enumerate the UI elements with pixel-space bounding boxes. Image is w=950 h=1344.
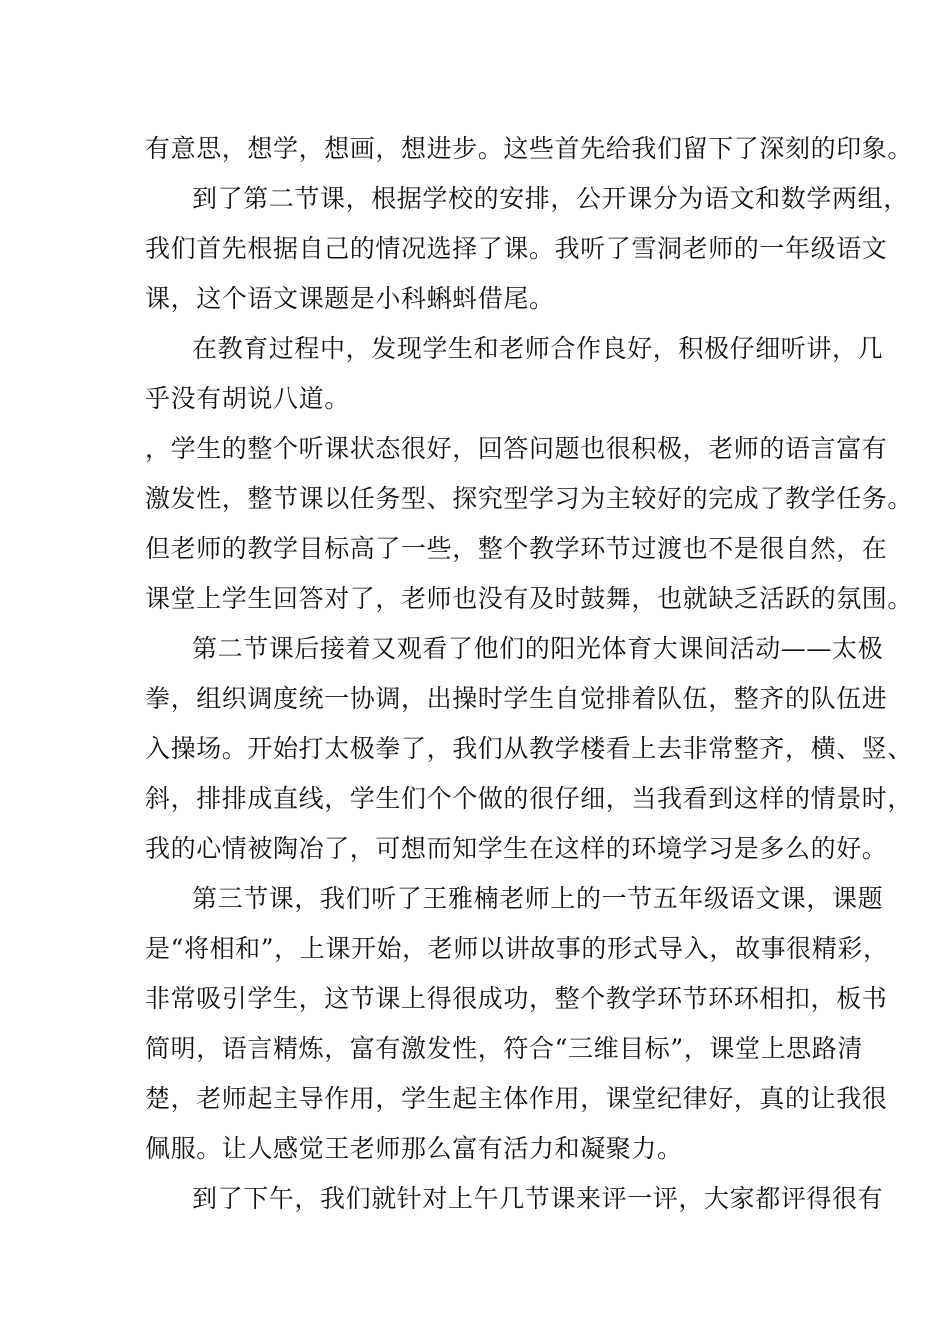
text-line: ，学生的整个听课状态很好，回答问题也很积极，老师的语言富有	[145, 434, 888, 463]
text-line: 有意思，想学，想画，想进步。这些首先给我们留下了深刻的印象。	[145, 134, 914, 163]
paragraph-line: 到了第二节课，根据学校的安排，公开课分为语文和数学两组，	[192, 184, 909, 213]
paragraph-line: 第三节课，我们听了王雅楠老师上的一节五年级语文课，课题	[192, 884, 884, 913]
text-line: 楚，老师起主导作用，学生起主体作用，课堂纪律好，真的让我很	[145, 1084, 888, 1113]
paragraph-line: 到了下午，我们就针对上午几节课来评一评，大家都评得很有	[192, 1184, 884, 1213]
text-line: 入操场。开始打太极拳了，我们从教学楼看上去非常整齐，横、竖、	[145, 734, 914, 763]
text-line: 非常吸引学生，这节课上得很成功，整个教学环节环环相扣，板书	[145, 984, 888, 1013]
text-line: 斜，排排成直线，学生们个个做的很仔细，当我看到这样的情景时，	[145, 784, 914, 813]
paragraph-line: 在教育过程中，发现学生和老师合作良好，积极仔细听讲，几	[192, 334, 884, 363]
text-line: 简明，语言精炼，富有激发性，符合“三维目标”，课堂上思路清	[145, 1034, 863, 1063]
text-line: 佩服。让人感觉王老师那么富有活力和凝聚力。	[145, 1134, 683, 1163]
text-line: 但老师的教学目标高了一些，整个教学环节过渡也不是很自然，在	[145, 534, 888, 563]
paragraph-line: 第二节课后接着又观看了他们的阳光体育大课间活动——太极	[192, 634, 884, 663]
text-line: 乎没有胡说八道。	[145, 384, 350, 413]
text-line: 我们首先根据自己的情况选择了课。我听了雪洞老师的一年级语文	[145, 234, 888, 263]
text-line: 是“将相和”，上课开始，老师以讲故事的形式导入，故事很精彩，	[145, 934, 889, 963]
text-line: 拳，组织调度统一协调，出操时学生自觉排着队伍，整齐的队伍进	[145, 684, 888, 713]
text-line: 我的心情被陶冶了，可想而知学生在这样的环境学习是多么的好。	[145, 834, 888, 863]
text-line: 课，这个语文课题是小科蝌蚪借尾。	[145, 284, 555, 313]
text-line: 激发性，整节课以任务型、探究型学习为主较好的完成了教学任务。	[145, 484, 914, 513]
text-line: 课堂上学生回答对了，老师也没有及时鼓舞，也就缺乏活跃的氛围。	[145, 584, 914, 613]
